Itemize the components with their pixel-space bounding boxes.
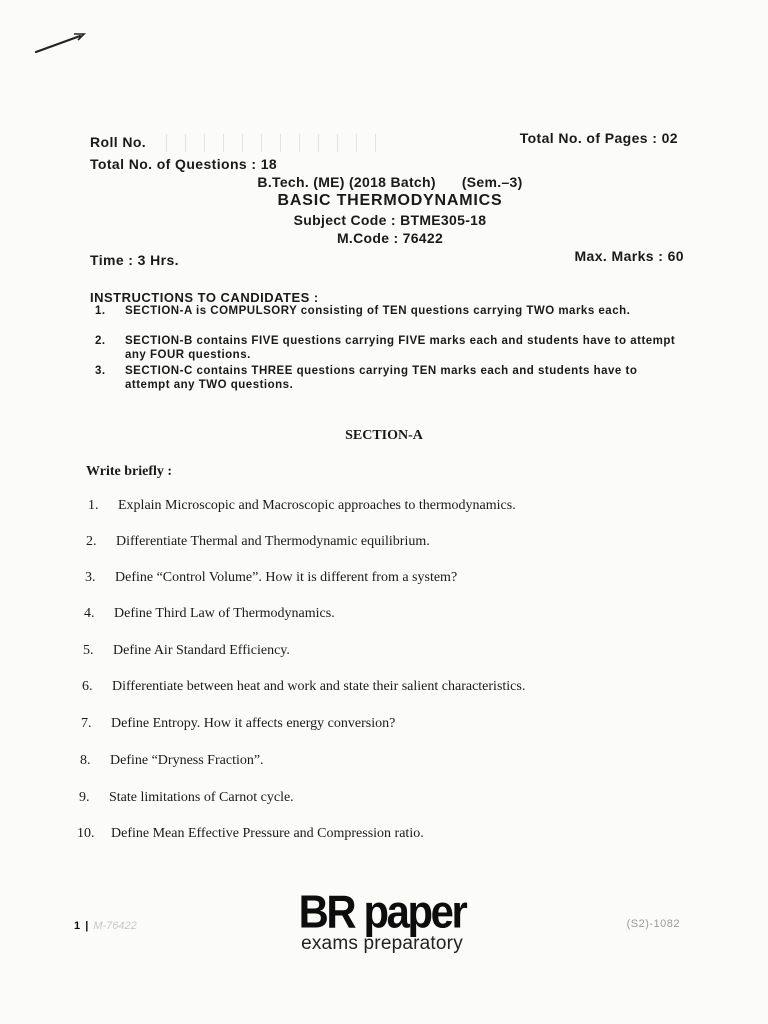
pen-mark-icon — [34, 30, 86, 56]
question-number: 2. — [86, 534, 97, 549]
roll-number-boxes[interactable] — [166, 134, 376, 152]
course-line — [200, 174, 580, 190]
question-item — [81, 716, 395, 732]
m-code: M.Code : 76422 — [336, 230, 444, 246]
footer-serial: (S2)-1082 — [626, 918, 680, 930]
course-name: B.Tech. (ME) (2018 Batch) — [257, 174, 436, 190]
instruction-text: SECTION-B contains FIVE questions carrying FIVE marks each and students have to attempt any FOUR questions. — [125, 335, 676, 361]
question-item — [77, 826, 424, 842]
question-number: 4. — [84, 606, 95, 621]
subject-title: BASIC THERMODYNAMICS — [277, 192, 503, 209]
section-a-title: SECTION-A — [345, 428, 423, 443]
instruction-text: SECTION-C contains THREE questions carrying TEN marks each and students have to attempt any TWO questions. — [125, 365, 638, 391]
instruction-number: 3. — [95, 365, 106, 377]
semester: (Sem.–3) — [461, 174, 523, 190]
max-marks: Max. Marks : 60 — [574, 248, 684, 264]
question-text: Define Third Law of Thermodynamics. — [114, 606, 335, 621]
footer-page-code: M-76422 — [93, 920, 137, 932]
question-text: Define “Dryness Fraction”. — [110, 753, 264, 768]
instruction-number: 1. — [95, 305, 106, 317]
question-item — [88, 498, 516, 514]
question-number: 9. — [79, 790, 90, 805]
time-allowed: Time : 3 Hrs. — [90, 252, 179, 268]
instruction-item — [95, 364, 685, 392]
instruction-item — [95, 304, 685, 318]
total-questions: Total No. of Questions : 18 — [90, 156, 278, 172]
question-number: 8. — [80, 753, 91, 768]
question-item — [79, 790, 294, 806]
roll-label: Roll No. — [90, 134, 147, 150]
instruction-number: 2. — [95, 335, 106, 347]
question-number: 10. — [77, 826, 95, 841]
question-number: 7. — [81, 716, 92, 731]
question-number: 5. — [83, 643, 94, 658]
question-text: Define Air Standard Efficiency. — [113, 643, 290, 658]
instructions-heading: INSTRUCTIONS TO CANDIDATES : — [90, 290, 319, 305]
br-paper-logo — [284, 886, 480, 954]
roll-number-row — [90, 134, 376, 152]
question-item — [83, 643, 290, 659]
question-text: Differentiate between heat and work and state their salient characteristics. — [112, 679, 526, 694]
footer-page-number: 1 — [74, 920, 81, 932]
question-item — [85, 570, 457, 586]
question-text: State limitations of Carnot cycle. — [109, 790, 294, 805]
question-item — [80, 753, 264, 769]
instruction-text: SECTION-A is COMPULSORY consisting of TEN questions carrying TWO marks each. — [125, 305, 631, 317]
question-number: 3. — [85, 570, 96, 585]
question-item — [86, 534, 430, 550]
question-number: 6. — [82, 679, 93, 694]
total-pages: Total No. of Pages : 02 — [519, 130, 678, 146]
question-text: Define Mean Effective Pressure and Compression ratio. — [111, 826, 424, 841]
question-text: Differentiate Thermal and Thermodynamic equilibrium. — [116, 534, 430, 549]
question-text: Define Entropy. How it affects energy conversion? — [111, 716, 396, 731]
question-text: Define “Control Volume”. How it is different from a system? — [115, 570, 458, 585]
question-text: Explain Microscopic and Macroscopic approaches to thermodynamics. — [118, 498, 516, 513]
question-number: 1. — [88, 498, 99, 513]
footer-page-ref: 1 | M-76422 — [74, 920, 137, 932]
logo-tagline: exams preparatory — [301, 933, 463, 954]
logo-main-text: BR paper — [298, 886, 466, 939]
question-item — [84, 606, 335, 622]
section-a-instruction: Write briefly : — [86, 464, 173, 479]
instruction-item — [95, 334, 685, 362]
question-item — [82, 679, 525, 695]
subject-code: Subject Code : BTME305-18 — [293, 212, 487, 228]
